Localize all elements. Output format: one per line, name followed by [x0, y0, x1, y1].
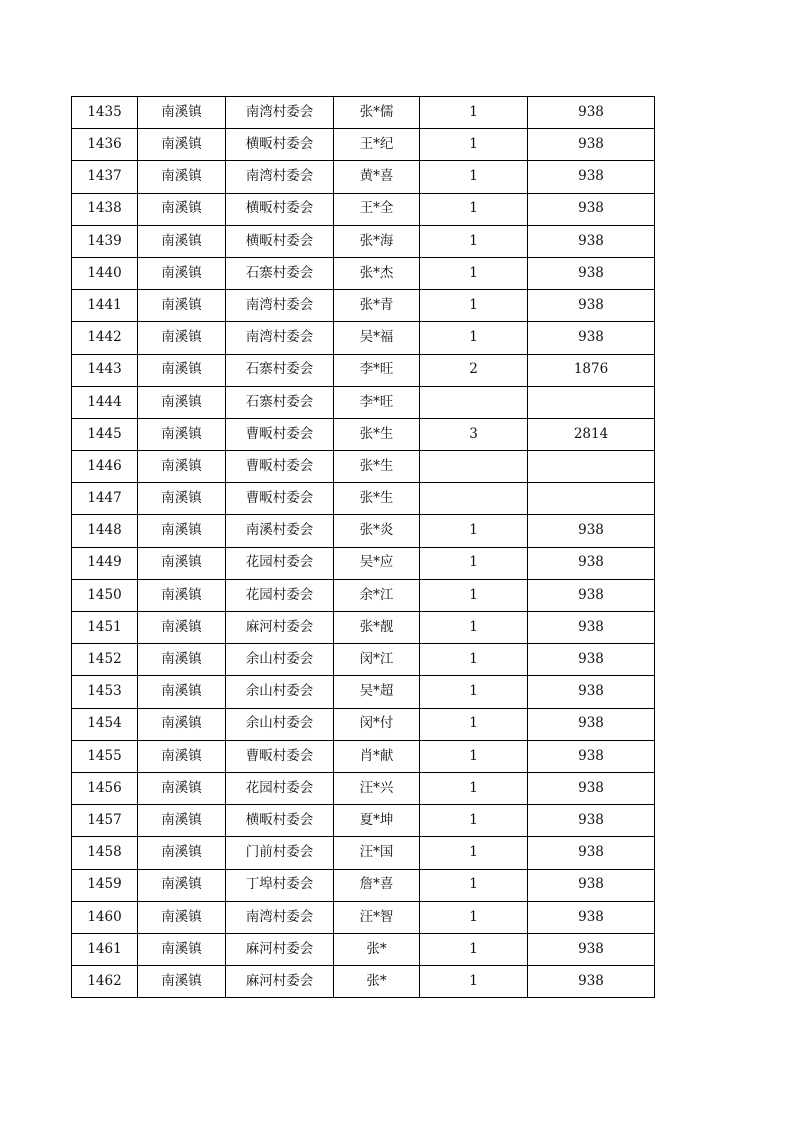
cell-village: 曹畈村委会	[226, 451, 334, 483]
table-row	[72, 966, 655, 998]
cell-village: 南湾村委会	[226, 322, 334, 354]
cell-index: 1436	[72, 129, 138, 161]
cell-amount: 938	[528, 257, 655, 289]
table-row	[72, 483, 655, 515]
cell-count: 1	[420, 708, 528, 740]
cell-name: 李*旺	[334, 354, 420, 386]
cell-name: 黄*喜	[334, 161, 420, 193]
cell-index: 1447	[72, 483, 138, 515]
cell-count: 1	[420, 740, 528, 772]
cell-name: 李*旺	[334, 386, 420, 418]
cell-village: 石寨村委会	[226, 386, 334, 418]
cell-name: 张*杰	[334, 257, 420, 289]
cell-count: 1	[420, 933, 528, 965]
table-row	[72, 129, 655, 161]
cell-index: 1457	[72, 805, 138, 837]
cell-name: 余*江	[334, 579, 420, 611]
cell-name: 汪*智	[334, 901, 420, 933]
cell-amount: 938	[528, 708, 655, 740]
cell-village: 横畈村委会	[226, 193, 334, 225]
table-row	[72, 740, 655, 772]
cell-amount: 938	[528, 225, 655, 257]
cell-name: 张*海	[334, 225, 420, 257]
cell-index: 1439	[72, 225, 138, 257]
cell-amount: 938	[528, 579, 655, 611]
cell-index: 1454	[72, 708, 138, 740]
cell-count: 1	[420, 515, 528, 547]
table-row	[72, 708, 655, 740]
table-row	[72, 290, 655, 322]
cell-name: 吴*超	[334, 676, 420, 708]
cell-count: 1	[420, 257, 528, 289]
table-row	[72, 354, 655, 386]
cell-amount: 938	[528, 129, 655, 161]
cell-count: 2	[420, 354, 528, 386]
cell-index: 1449	[72, 547, 138, 579]
cell-village: 花园村委会	[226, 579, 334, 611]
cell-count: 1	[420, 225, 528, 257]
cell-town: 南溪镇	[138, 515, 226, 547]
data-table	[71, 96, 655, 998]
cell-village: 横畈村委会	[226, 129, 334, 161]
cell-amount: 938	[528, 515, 655, 547]
cell-index: 1450	[72, 579, 138, 611]
table-row	[72, 805, 655, 837]
table-body	[72, 97, 655, 998]
cell-index: 1452	[72, 644, 138, 676]
cell-index: 1460	[72, 901, 138, 933]
cell-amount: 1876	[528, 354, 655, 386]
cell-name: 吴*应	[334, 547, 420, 579]
cell-town: 南溪镇	[138, 322, 226, 354]
cell-name: 张*	[334, 933, 420, 965]
cell-village: 曹畈村委会	[226, 418, 334, 450]
cell-village: 横畈村委会	[226, 805, 334, 837]
cell-index: 1461	[72, 933, 138, 965]
table-row	[72, 676, 655, 708]
cell-village: 门前村委会	[226, 837, 334, 869]
cell-index: 1444	[72, 386, 138, 418]
cell-village: 丁埠村委会	[226, 869, 334, 901]
cell-name: 张*靓	[334, 612, 420, 644]
cell-amount: 938	[528, 290, 655, 322]
cell-village: 曹畈村委会	[226, 483, 334, 515]
cell-amount: 2814	[528, 418, 655, 450]
cell-name: 闵*江	[334, 644, 420, 676]
cell-amount: 938	[528, 772, 655, 804]
cell-village: 南湾村委会	[226, 97, 334, 129]
cell-town: 南溪镇	[138, 97, 226, 129]
table-row	[72, 901, 655, 933]
cell-amount: 938	[528, 966, 655, 998]
cell-name: 闵*付	[334, 708, 420, 740]
table-row	[72, 515, 655, 547]
cell-index: 1459	[72, 869, 138, 901]
cell-count	[420, 386, 528, 418]
cell-count: 1	[420, 805, 528, 837]
table-row	[72, 451, 655, 483]
cell-town: 南溪镇	[138, 805, 226, 837]
cell-index: 1456	[72, 772, 138, 804]
cell-count: 3	[420, 418, 528, 450]
cell-count	[420, 483, 528, 515]
cell-name: 王*纪	[334, 129, 420, 161]
cell-index: 1455	[72, 740, 138, 772]
cell-village: 花园村委会	[226, 547, 334, 579]
cell-town: 南溪镇	[138, 740, 226, 772]
cell-index: 1438	[72, 193, 138, 225]
cell-town: 南溪镇	[138, 933, 226, 965]
cell-amount: 938	[528, 644, 655, 676]
cell-village: 横畈村委会	[226, 225, 334, 257]
cell-index: 1435	[72, 97, 138, 129]
table-row	[72, 97, 655, 129]
cell-name: 王*全	[334, 193, 420, 225]
cell-count: 1	[420, 547, 528, 579]
cell-name: 汪*兴	[334, 772, 420, 804]
cell-index: 1448	[72, 515, 138, 547]
cell-name: 张*	[334, 966, 420, 998]
cell-town: 南溪镇	[138, 966, 226, 998]
cell-count: 1	[420, 97, 528, 129]
cell-amount: 938	[528, 837, 655, 869]
cell-village: 曹畈村委会	[226, 740, 334, 772]
cell-amount: 938	[528, 161, 655, 193]
cell-village: 南溪村委会	[226, 515, 334, 547]
table-row	[72, 386, 655, 418]
cell-amount: 938	[528, 322, 655, 354]
cell-village: 南湾村委会	[226, 290, 334, 322]
cell-count: 1	[420, 901, 528, 933]
cell-name: 张*青	[334, 290, 420, 322]
cell-name: 张*生	[334, 418, 420, 450]
cell-town: 南溪镇	[138, 386, 226, 418]
cell-name: 肖*献	[334, 740, 420, 772]
cell-town: 南溪镇	[138, 772, 226, 804]
cell-town: 南溪镇	[138, 451, 226, 483]
cell-town: 南溪镇	[138, 161, 226, 193]
cell-village: 花园村委会	[226, 772, 334, 804]
table-row	[72, 933, 655, 965]
cell-amount	[528, 483, 655, 515]
table-row	[72, 837, 655, 869]
cell-town: 南溪镇	[138, 418, 226, 450]
cell-count: 1	[420, 129, 528, 161]
cell-count: 1	[420, 837, 528, 869]
cell-index: 1453	[72, 676, 138, 708]
cell-town: 南溪镇	[138, 257, 226, 289]
cell-index: 1451	[72, 612, 138, 644]
cell-town: 南溪镇	[138, 354, 226, 386]
cell-village: 南湾村委会	[226, 161, 334, 193]
cell-index: 1443	[72, 354, 138, 386]
table-row	[72, 612, 655, 644]
cell-town: 南溪镇	[138, 644, 226, 676]
cell-amount	[528, 451, 655, 483]
table-row	[72, 644, 655, 676]
cell-index: 1462	[72, 966, 138, 998]
cell-town: 南溪镇	[138, 547, 226, 579]
cell-index: 1440	[72, 257, 138, 289]
cell-village: 余山村委会	[226, 644, 334, 676]
cell-town: 南溪镇	[138, 676, 226, 708]
cell-village: 南湾村委会	[226, 901, 334, 933]
cell-town: 南溪镇	[138, 837, 226, 869]
cell-village: 石寨村委会	[226, 257, 334, 289]
table-row	[72, 161, 655, 193]
table-row	[72, 257, 655, 289]
table-row	[72, 418, 655, 450]
cell-count: 1	[420, 644, 528, 676]
cell-amount: 938	[528, 740, 655, 772]
cell-amount	[528, 386, 655, 418]
cell-count: 1	[420, 772, 528, 804]
cell-amount: 938	[528, 193, 655, 225]
table-row	[72, 579, 655, 611]
cell-count: 1	[420, 322, 528, 354]
cell-amount: 938	[528, 805, 655, 837]
cell-town: 南溪镇	[138, 225, 226, 257]
table-row	[72, 193, 655, 225]
cell-count: 1	[420, 193, 528, 225]
cell-index: 1441	[72, 290, 138, 322]
cell-town: 南溪镇	[138, 290, 226, 322]
cell-name: 吴*福	[334, 322, 420, 354]
cell-name: 张*生	[334, 483, 420, 515]
cell-amount: 938	[528, 869, 655, 901]
cell-count: 1	[420, 676, 528, 708]
cell-index: 1446	[72, 451, 138, 483]
cell-count: 1	[420, 290, 528, 322]
cell-count: 1	[420, 966, 528, 998]
cell-name: 张*炎	[334, 515, 420, 547]
cell-amount: 938	[528, 97, 655, 129]
table-row	[72, 772, 655, 804]
cell-index: 1442	[72, 322, 138, 354]
cell-town: 南溪镇	[138, 579, 226, 611]
cell-name: 汪*国	[334, 837, 420, 869]
cell-town: 南溪镇	[138, 612, 226, 644]
cell-town: 南溪镇	[138, 901, 226, 933]
table-row	[72, 225, 655, 257]
cell-town: 南溪镇	[138, 129, 226, 161]
cell-amount: 938	[528, 901, 655, 933]
cell-amount: 938	[528, 933, 655, 965]
cell-count	[420, 451, 528, 483]
cell-count: 1	[420, 869, 528, 901]
cell-village: 麻河村委会	[226, 966, 334, 998]
cell-village: 余山村委会	[226, 708, 334, 740]
cell-amount: 938	[528, 676, 655, 708]
cell-index: 1445	[72, 418, 138, 450]
cell-village: 麻河村委会	[226, 612, 334, 644]
table-row	[72, 322, 655, 354]
cell-name: 张*儒	[334, 97, 420, 129]
cell-count: 1	[420, 612, 528, 644]
table-row	[72, 547, 655, 579]
cell-index: 1458	[72, 837, 138, 869]
cell-name: 张*生	[334, 451, 420, 483]
cell-village: 麻河村委会	[226, 933, 334, 965]
cell-name: 夏*坤	[334, 805, 420, 837]
cell-name: 詹*喜	[334, 869, 420, 901]
cell-amount: 938	[528, 612, 655, 644]
cell-village: 石寨村委会	[226, 354, 334, 386]
cell-town: 南溪镇	[138, 869, 226, 901]
cell-count: 1	[420, 161, 528, 193]
cell-amount: 938	[528, 547, 655, 579]
table-row	[72, 869, 655, 901]
cell-town: 南溪镇	[138, 483, 226, 515]
cell-village: 余山村委会	[226, 676, 334, 708]
cell-town: 南溪镇	[138, 193, 226, 225]
cell-count: 1	[420, 579, 528, 611]
cell-town: 南溪镇	[138, 708, 226, 740]
cell-index: 1437	[72, 161, 138, 193]
